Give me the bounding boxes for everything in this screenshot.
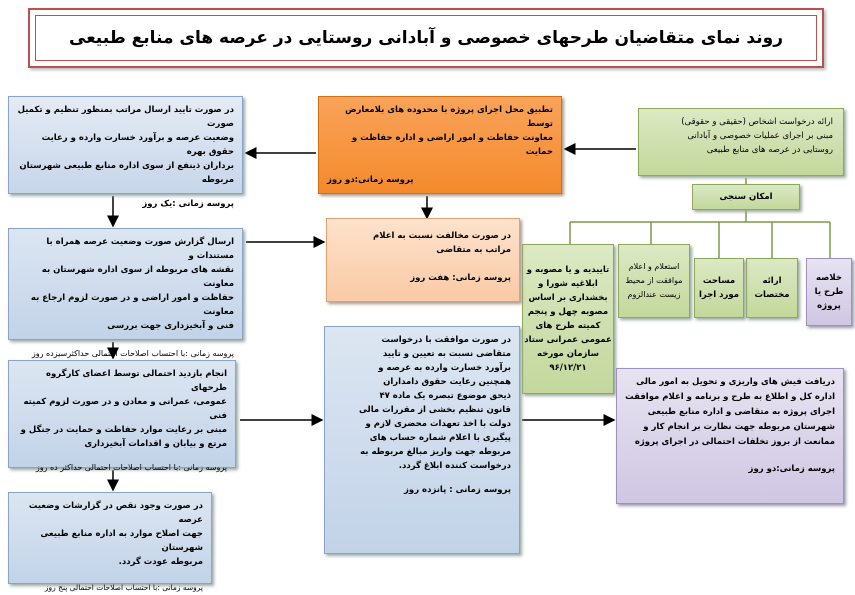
visit-time: پروسه زمانی :با احتساب اصلاحات احتمالی حداکثر ده روز [35, 463, 227, 472]
sub-summary-text: خلاصه طرح یا پروژه [814, 273, 844, 311]
sub-env-box [618, 244, 690, 318]
sub-council-box [522, 244, 614, 394]
approval-box [324, 326, 520, 554]
feasibility-text: امکان سنجی [719, 192, 773, 202]
payment-box [616, 368, 844, 504]
feasibility-box [692, 184, 800, 210]
approval-text: در صورت موافقت با درخواست متقاضی نسبت به تعیین و تایید برآورد خسارت وارده به عرصه و همچنین رعایت حقوق دامداران ذیحق موضوع تبصره یک ماده ۴۷ قانون تنظیم بخشی از مقررات مالی دولت با اخذ تعهدات محضری لازم و پیگیری با اعلام شماره حساب های مربوطه جهت واریز مبالغ مربوطه به درخواست کننده ابلاغ گردد. [358, 335, 511, 471]
visit-box [8, 360, 236, 472]
apply-text: تطبیق محل اجرای پروژه با محدوده های بلامعارض توسط معاونت حفاظت و امور اراضی و اداره حفاظت و حمایت [345, 105, 553, 157]
page-title: روند نمای متقاضیان طرحهای خصوصی و آبادانی روستایی در عرصه های منابع طبیعی [35, 15, 817, 61]
request-box [638, 108, 844, 176]
sub-specs-box [746, 258, 798, 318]
payment-text: دریافت فیش های واریزی و تحویل به امور مالی اداره کل و اطلاع به طرح و برنامه و اعلام موافقت اجرای پروژه به متقاضی و اداره منابع طبیعی شهرستان مربوطه جهت نظارت بر انجام کار و ممانعت از بروز تخلفات احتمالی در اجرای پروژه [625, 377, 835, 447]
defect-text: در صورت وجود نقص در گزارشات وضعیت عرصه جهت اصلاح موارد به اداره منابع طبیعی شهرستان مربوطه عودت گردد. [28, 501, 203, 567]
opposition-box [326, 218, 520, 302]
opposition-time: پروسه زمانی: هفت روز [410, 273, 511, 283]
visit-text: انجام بازدید احتمالی توسط اعضای کارگروه طرحهای عمومی، عمرانی و معادن و در صورت لزوم کمیته فنی مبنی بر رعایت موارد حفاظت و حمایت در جنگل و مرتع و بیابان و اقدامات آبخیزداری [20, 369, 227, 449]
inquiry-text: در صورت تایید ارسال مراتب بمنظور تنظیم و تکمیل صورت وضعیت عرصه و برآورد خسارت وارده و رعایت حقوق بهره برداران ذینفع از سوی اداره منابع طبیعی شهرستان مربوطه [17, 105, 234, 185]
defect-box [8, 492, 212, 592]
report-text: ارسال گزارش صورت وضعیت عرصه همراه با مستندات و نقشه های مربوطه از سوی اداره شهرستان به معاونت حفاظت و امور اراضی و در صورت لزوم ارجاع به معاونت فنی و آبخیزداری جهت بررسی [30, 237, 234, 331]
sub-area-text: مساحت مورد اجرا [698, 276, 740, 300]
sub-area-box [694, 258, 744, 318]
inquiry-box [8, 96, 243, 209]
opposition-text: در صورت مخالفت نسبت به اعلام مراتب به متقاضی [373, 231, 511, 255]
apply-box [318, 96, 562, 194]
approval-time: پروسه زمانی : پانزده روز [404, 485, 511, 495]
report-box [8, 228, 243, 358]
request-text: ارائه درخواست اشخاص (حقیقی و حقوقی) مبنی بر اجرای عملیات خصوصی و آبادانی روستایی در عرصه های منابع طبیعی [681, 117, 833, 155]
sub-env-text: استعلام و اعلام موافقت از محیط زیست عندالزوم [625, 262, 683, 299]
payment-time: پروسه زمانی:دو روز [748, 464, 835, 474]
sub-specs-text: ارائه مختصات [754, 276, 790, 300]
inquiry-time: پروسه زمانی :یک روز [142, 199, 234, 209]
defect-time: پروسه زمانی :با احتساب اصلاحات احتمالی پنج روز [44, 583, 203, 592]
sub-summary-box [806, 258, 852, 326]
sub-council-text: تاییدیه و یا مصوبه و ابلاغیه شورا و بخشداری بر اساس مصوبه چهل و پنجم کمیته طرح های عمومی عمرانی ستاد سازمان مورخه ۹۶/۱۲/۲۱ [524, 265, 612, 373]
apply-time: پروسه زمانی:دو روز [327, 175, 414, 185]
report-time: پروسه زمانی :با احتساب اصلاحات احتمالی حداکثرسیزده روز [31, 349, 234, 358]
